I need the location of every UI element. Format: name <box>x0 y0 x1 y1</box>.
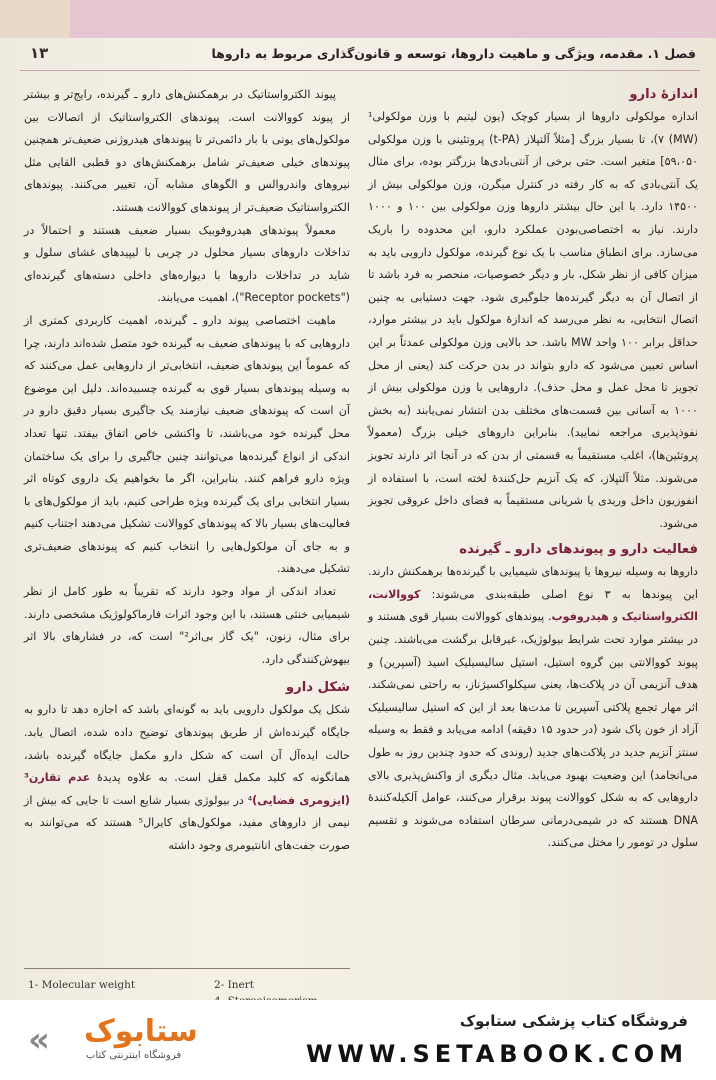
keyword-conjunction: و <box>608 610 622 624</box>
paragraph-drug-shape <box>24 699 350 857</box>
paragraph-electrostatic: پیوند الکترواستاتیک در برهمکنش‌های دارو ـ گیرنده، رایج‌تر و بیشتر از پیوند کووالانت است. پیوندهای الکترواستاتیک از اتصالات بین مولکول‌های یونی با بار دائمی‌تر تا پیوندهای هیدروژنی ضعیف‌تر همچنین پیوندهای خیلی ضعیف‌تر شامل برهمکنش‌های دو قطبی القایی مثل نیروهای واندروالس و الگوهای مشابه آن، تغییر می‌کنند. پیوندهای الکترواستاتیک ضعیف‌تر از پیوندهای کووالانت هستند. <box>24 88 350 214</box>
footnote-1: 1- Molecular weight <box>28 979 136 991</box>
header-divider <box>20 70 700 71</box>
bond-types-body: . پیوندهای کووالانت بسیار قوی هستند و در بیشتر موارد تحت شرایط بیولوژیک، غیرقابل برگشت می‌باشند. چنین پیوند کووالانتی بین گروه استیل، استیل سالیسیلیک اسید (آسپرین) و هدف آنزیمی آن در پلاکت‌ها، یعنی سیکلواکسیژناز، به راحتی نمی‌شکند. اثر مهار تجمع پلاکتی آسپرین تا مدت‌ها بعد از این که استیل سالیسیلیک آزاد از خون پاک شود (در حدود ۱۵ دقیقه) ادامه می‌یابد و فقط به وسیله سنتز آنزیم جدید در پلاکت‌های جدید (روندی که حدود چندین روز به طول می‌انجامد) این وضعیت بهبود می‌یابد. مثال دیگری از واکنش‌پذیری بالای داروهایی که به شکل کووالانت پیوند برقرار می‌کنند، عوامل آلکیله‌کنندهٔ DNA هستند که در شیمی‌درمانی سرطان استفاده می‌شوند و تقسیم سلول در تومور را مختل می‌کنند. <box>368 610 698 850</box>
paragraph-bond-types <box>368 561 698 855</box>
keyword-covalent-electrostatic: کووالانت، الکترواستاتیک <box>368 587 698 624</box>
drug-shape-intro: شکل یک مولکول دارویی باید به گونه‌ای باشد که اجازه دهد تا دارو به جایگاه گیرنده‌اش از طریق پیوندهای توضیح داده شده، اتصال یابد. حالت ایده‌آل آن است که شکل دارو مکمل جایگاه گیرنده باشد، همانگونه که کلید مکمل قفل است. به علاوه پدیدهٔ <box>24 703 350 785</box>
right-column <box>368 84 698 855</box>
top-band-left <box>0 0 70 38</box>
paragraph-inert-substances: تعداد اندکی از مواد وجود دارند که تقریباً به طور کامل از نظر شیمیایی خنثی هستند، با این وجود اثرات فارماکولوژیک مشخصی دارند. برای مثال، زنون، "یک گاز بی‌اثر²" است که، در فشارهای بالا اثر بیهوش‌کنندگی دارد. <box>24 585 350 666</box>
store-name: فروشگاه کتاب پزشکی ستابوک <box>459 1012 688 1030</box>
heading-drug-receptor-bonds: فعالیت دارو و پیوندهای دارو ـ گیرنده <box>459 542 698 558</box>
store-logo[interactable] <box>28 1014 218 1070</box>
logo-subtitle: فروشگاه اینترنتی کتاب <box>86 1050 182 1061</box>
store-url-link[interactable]: WWW.SETABOOK.COM <box>305 1040 688 1068</box>
watermark-footer <box>0 1000 716 1080</box>
logo-chevrons-icon: « <box>28 1020 50 1060</box>
paragraph-drug-size: اندازه مولکولی داروها از بسیار کوچک (یون لیتیم با وزن مولکولی¹ (MW) ۷)، تا بسیار بزرگ [مثلاً آلتپلاز (t-PA) پروتئینی با وزن مولکولی ۵۹،۰۵۰] متغیر است. حتی برخی از آنتی‌بادی‌ها بزرگتر بوده، برای مثال یک آنتی‌بادی‌ که به کار رفته در کنترل میگرن، وزن مولکولی بیش از ۱۴۵۰۰ دارد. با این حال بیشتر داروها وزن مولکولی بین ۱۰۰ و ۱۰۰۰ دارند. نیاز به اختصاصی‌بودن عملکرد دارو، این محدوده را باریک می‌سازد. برای انطباق مناسب با یک نوع گیرنده، مولکول دارویی باید به میزان کافی از نظر شکل، بار و دیگر خصوصیات، منحصر به فرد باشد تا از اتصال آن به دیگر گیرنده‌ها جلوگیری شود. جهت دستیابی به چنین اتصال انتخابی، به نظر می‌رسد که اندازهٔ مولکول باید در بیشتر موارد، حداقل برابر ۱۰۰ واحد MW باشد. حد بالایی وزن مولکولی عمدتاً بر این اساس تعیین می‌شود که دارو بتواند در بدن حرکت کند (یعنی از محل تجویز تا محل عمل و محل حذف). داروهایی با وزن مولکولی بیش از ۱۰۰۰ به آسانی بین قسمت‌های مختلف بدن انتشار نمی‌یابند (به بخش نفوذپذیری مراجعه نمایید). بنابراین داروهای خیلی بزرگ (معمولاً پروتئین‌ها)، اغلب مستقیماً به قسمتی از بدن که در آنجا اثر دارند تجویز می‌شوند. مثلاً آلتپلاز، که یک آنزیم حل‌کنندهٔ لخته است، با استفاده از انفوزیون داخل وریدی یا شریانی مستقیماً به فضای داخل عروقی تجویز می‌شود. <box>368 110 698 530</box>
drug-shape-body: ⁴ در بیولوژی بسیار شایع است تا جایی که بیش از نیمی از داروهای مفید، مولکول‌های کایرال⁵ هستند که می‌توانند به صورت جفت‌های انانتیومری وجود داشته <box>24 793 350 852</box>
paragraph-specificity: ماهیت اختصاصی پیوند دارو ـ گیرنده، اهمیت کاربردی کمتری از داروهایی که با پیوندهای ضعیف به گیرنده خود متصل شده‌اند دارند، چرا که عموماً این پیوندهای ضعیف، انتخابی‌تر از داروهایی عمل می‌کنند که به وسیله پیوندهای بسیار قوی به گیرنده چسبیده‌اند. دلیل این موضوع آن است که پیوندهای ضعیف نیازمند یک جاگیری بسیار دقیق دارو در محل گیرنده خود می‌باشند، تا واکنشی خاص اتفاق بیفتد. تنها تعداد اندکی از انواع گیرنده‌ها می‌توانند چنین جاگیری را برای یک ساختمان ویژه دارو فراهم کنند. بنابراین، اگر ما بخواهیم یک داروی کوتاه اثر بسیار انتخابی برای یک گیرنده ویژه طراحی کنیم، باید از مولکول‌های با فعالیت‌های بسیار بالا که پیوندهای کووالانت تشکیل می‌دهند اجتناب کنیم و به جای آن مولکول‌هایی را انتخاب کنیم که پیوندهای ضعیف‌تری تشکیل می‌دهند. <box>24 313 350 576</box>
heading-drug-size: اندازهٔ دارو <box>629 87 698 102</box>
bond-types-intro: داروها به وسیله نیروها یا پیوندهای شیمیایی با گیرنده‌ها برهمکنش دارند. این پیوندها به ۳ نوع اصلی طبقه‌بندی می‌شوند: <box>368 565 698 601</box>
footnote-2: 2- Inert <box>214 979 254 991</box>
keyword-hydrophobic: هیدروفوب <box>551 610 609 624</box>
running-header <box>0 44 716 70</box>
chapter-color-band <box>70 0 716 38</box>
footnotes <box>24 968 350 991</box>
paragraph-hydrophobic: معمولاً پیوندهای هیدروفوبیک بسیار ضعیف هستند و احتمالاً در تداخلات داروهای بسیار محلول در چربی با لیپیدهای غشای سلول و شاید در تداخلات داروها با دیواره‌های داخلی دسته‌های گیرنده‌ای ("Receptor pockets")، اهمیت می‌یابند. <box>24 223 350 305</box>
left-column <box>24 84 350 858</box>
keyword-chirality: عدم تقارن³ (ایزومری فضایی) <box>24 771 350 807</box>
logo-text: ستابوک <box>84 1014 198 1049</box>
heading-drug-shape: شکل دارو <box>285 680 350 696</box>
chapter-title: فصل ۱. مقدمه، ویژگی و ماهیت داروها، توسعه و قانون‌گذاری مربوط به داروها <box>211 46 696 61</box>
page-number: ۱۳ <box>30 44 49 62</box>
